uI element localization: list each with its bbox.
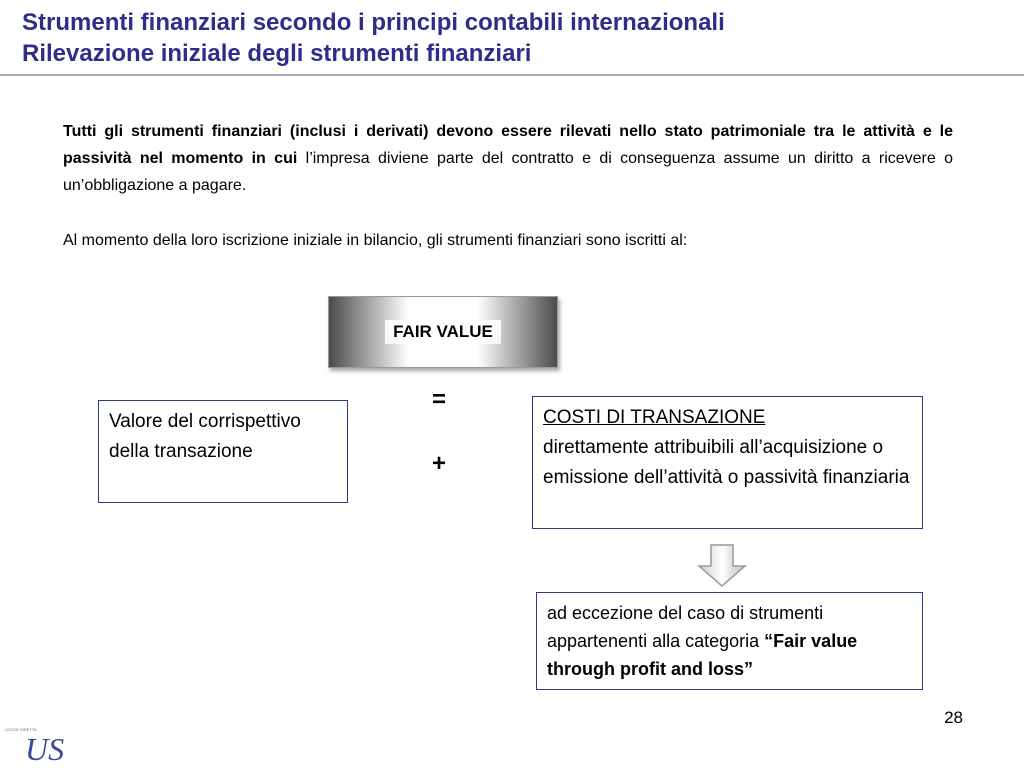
intro-bold-text: Tutti gli strumenti finanziari (inclusi i derivati) devono essere rilevati nello stato patrimoniale tra le attività e le passività nel momento in cui bbox=[63, 123, 953, 167]
exception-box bbox=[536, 592, 923, 690]
title-line-2: Rilevazione iniziale degli strumenti finanziari bbox=[22, 40, 532, 67]
second-paragraph: Al momento della loro iscrizione iniziale in bilancio, gli strumenti finanziari sono iscritti al: bbox=[63, 232, 688, 249]
down-arrow-icon bbox=[697, 544, 747, 588]
consideration-box: Valore del corrispettivo della transazione bbox=[98, 400, 348, 503]
svg-text:LEGGE DIRETTA: LEGGE DIRETTA bbox=[5, 727, 37, 732]
title-divider bbox=[0, 74, 1024, 76]
title-line-1: Strumenti finanziari secondo i principi contabili internazionali bbox=[22, 9, 725, 36]
exception-text: ad eccezione del caso di strumenti appartenenti alla categoria bbox=[547, 603, 824, 651]
transaction-costs-text: direttamente attribuibili all’acquisizione o emissione dell’attività o passività finanziaria bbox=[543, 437, 910, 488]
intro-paragraph bbox=[63, 118, 953, 199]
plus-sign: + bbox=[431, 450, 446, 477]
transaction-costs-box bbox=[532, 396, 923, 529]
transaction-costs-title: COSTI DI TRANSAZIONE bbox=[543, 407, 766, 428]
page-number: 28 bbox=[944, 708, 963, 727]
university-logo bbox=[3, 722, 83, 766]
intro-regular-text: l’impresa diviene parte del contratto e di conseguenza assume un diritto a ricevere o un’obbligazione a pagare. bbox=[63, 150, 954, 194]
svg-text:US: US bbox=[25, 731, 65, 766]
equals-sign: = bbox=[431, 386, 446, 413]
slide-title bbox=[22, 7, 1012, 69]
fair-value-box bbox=[328, 296, 558, 368]
exception-bold-text: “Fair value through profit and loss” bbox=[547, 631, 858, 679]
fair-value-label: FAIR VALUE bbox=[385, 320, 501, 344]
